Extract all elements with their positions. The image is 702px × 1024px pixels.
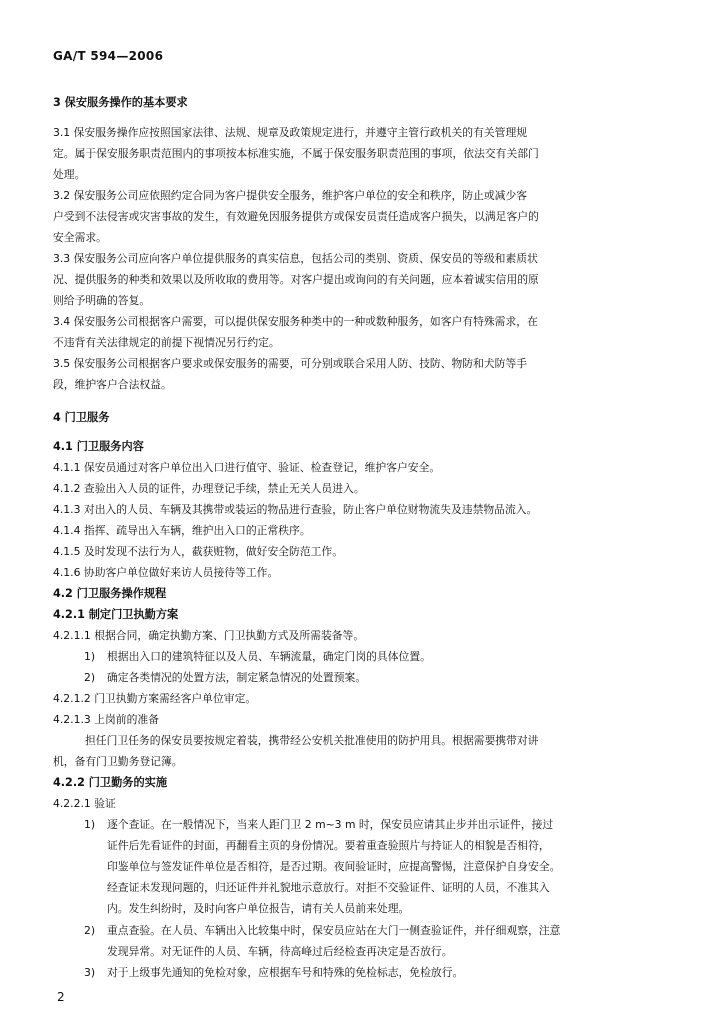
clause-4-1-2: 4.1.2 查验出入人员的证件，办理登记手续，禁止无关人员进入。 — [53, 482, 365, 495]
clause-3-2-line-2: 户受到不法侵害或灾害事故的发生，有效避免因服务提供方或保安员责任造成客户损失，以满足客户的 — [53, 210, 539, 223]
clause-3-3-line-2: 况、提供服务的种类和效果以及所收取的费用等。对客户提出或询问的有关问题，应本着诚实信用的原 — [53, 273, 539, 286]
clause-3-1-line-3: 处理。 — [53, 168, 86, 181]
clause-4-1-4: 4.1.4 指挥、疏导出入车辆，维护出入口的正常秩序。 — [53, 524, 311, 537]
list-number: 2) — [84, 924, 96, 937]
clause-3-1-line-1: 3.1 保安服务操作应按照国家法律、法规、规章及政策规定进行，并遵守主管行政机关的有关管理规 — [53, 126, 528, 139]
clause-3-5-line-2: 段，维护客户合法权益。 — [53, 378, 172, 391]
list-item-text: 逐个查证。在一般情况下，当来人距门卫 2 m~3 m 时，保安员应请其止步并出示证件，接过 — [107, 818, 554, 831]
list-number: 2) — [84, 671, 96, 684]
section-4-title: 4 门卫服务 — [53, 411, 110, 424]
standard-code-header: GA/T 594—2006 — [53, 49, 164, 63]
list-item-text: 发现异常。对无证件的人员、车辆，待高峰过后经检查再决定是否放行。 — [107, 945, 453, 958]
clause-4-2-2-title: 4.2.2 门卫勤务的实施 — [53, 776, 168, 789]
clause-4-2-1-3-line-1: 担任门卫任务的保安员要按规定着装，携带经公安机关批准使用的防护用具。根据需要携带对讲 — [85, 734, 539, 747]
list-item-text: 内。发生纠纷时，及时向客户单位报告，请有关人员前来处理。 — [107, 902, 410, 915]
clause-4-1-3: 4.1.3 对出入的人员、车辆及其携带或装运的物品进行查验，防止客户单位财物流失及违禁物品流入。 — [53, 503, 538, 516]
clause-4-1-title: 4.1 门卫服务内容 — [53, 440, 144, 453]
list-item-text: 对于上级事先通知的免检对象，应根据车号和特殊的免检标志，免检放行。 — [107, 966, 464, 979]
clause-4-2-1-1: 4.2.1.1 根据合同，确定执勤方案、门卫执勤方式及所需装备等。 — [53, 629, 365, 642]
list-number: 1) — [84, 818, 96, 831]
list-item-text: 经查证未发现问题的，归还证件并礼貌地示意放行。对拒不交验证件、证明的人员，不准其入 — [107, 881, 550, 894]
clause-4-1-1: 4.1.1 保安员通过对客户单位出入口进行值守、验证、检查登记，维护客户安全。 — [53, 461, 441, 474]
clause-4-2-1-3-line-2: 机，备有门卫勤务登记簿。 — [53, 755, 183, 768]
page-number: 2 — [57, 990, 65, 1004]
clause-3-1-line-2: 定。属于保安服务职责范围内的事项按本标准实施，不属于保安服务职责范围的事项，依法交有关部门 — [53, 147, 539, 160]
list-number: 3) — [84, 966, 96, 979]
clause-3-5-line-1: 3.5 保安服务公司根据客户要求或保安服务的需要，可分别或联合采用人防、技防、物防和犬防等手 — [53, 357, 528, 370]
clause-4-2-2-1-title: 4.2.2.1 验证 — [53, 797, 116, 810]
clause-4-2-1-3-title: 4.2.1.3 上岗前的准备 — [53, 713, 159, 726]
clause-3-4-line-2: 不违背有关法律规定的前提下视情况另行约定。 — [53, 336, 280, 349]
clause-4-1-6: 4.1.6 协助客户单位做好来访人员接待等工作。 — [53, 566, 279, 579]
list-item-text: 根据出入口的建筑特征以及人员、车辆流量，确定门岗的具体位置。 — [107, 650, 431, 663]
section-3-title: 3 保安服务操作的基本要求 — [53, 96, 188, 109]
list-item-text: 印鉴单位与签发证件单位是否相符，是否过期。夜间验证时，应提高警惕，注意保护自身安全。 — [107, 860, 561, 873]
list-item-text: 重点查验。在人员、车辆出入比较集中时，保安员应站在大门一侧查验证件，并仔细观察，注意 — [107, 924, 561, 937]
clause-3-2-line-3: 安全需求。 — [53, 231, 107, 244]
clause-4-2-title: 4.2 门卫服务操作规程 — [53, 587, 167, 600]
clause-4-1-5: 4.1.5 及时发现不法行为人，截获赃物，做好安全防范工作。 — [53, 545, 344, 558]
clause-4-2-1-2: 4.2.1.2 门卫执勤方案需经客户单位审定。 — [53, 692, 257, 705]
clause-3-3-line-1: 3.3 保安服务公司应向客户单位提供服务的真实信息，包括公司的类别、资质、保安员的等级和素质状 — [53, 252, 538, 265]
list-number: 1) — [84, 650, 96, 663]
clause-3-3-line-3: 则给予明确的答复。 — [53, 294, 151, 307]
clause-4-2-1-title: 4.2.1 制定门卫执勤方案 — [53, 608, 179, 621]
clause-3-4-line-1: 3.4 保安服务公司根据客户需要，可以提供保安服务种类中的一种或数种服务，如客户有特殊需求，在 — [53, 315, 538, 328]
list-item-text: 证件后先看证件的封面，再翻看主页的身份情况。要着重查验照片与持证人的相貌是否相符， — [107, 839, 550, 852]
list-item-text: 确定各类情况的处置方法，制定紧急情况的处置预案。 — [107, 671, 367, 684]
clause-3-2-line-1: 3.2 保安服务公司应依照约定合同为客户提供安全服务，维护客户单位的安全和秩序，防止或减少客 — [53, 189, 528, 202]
